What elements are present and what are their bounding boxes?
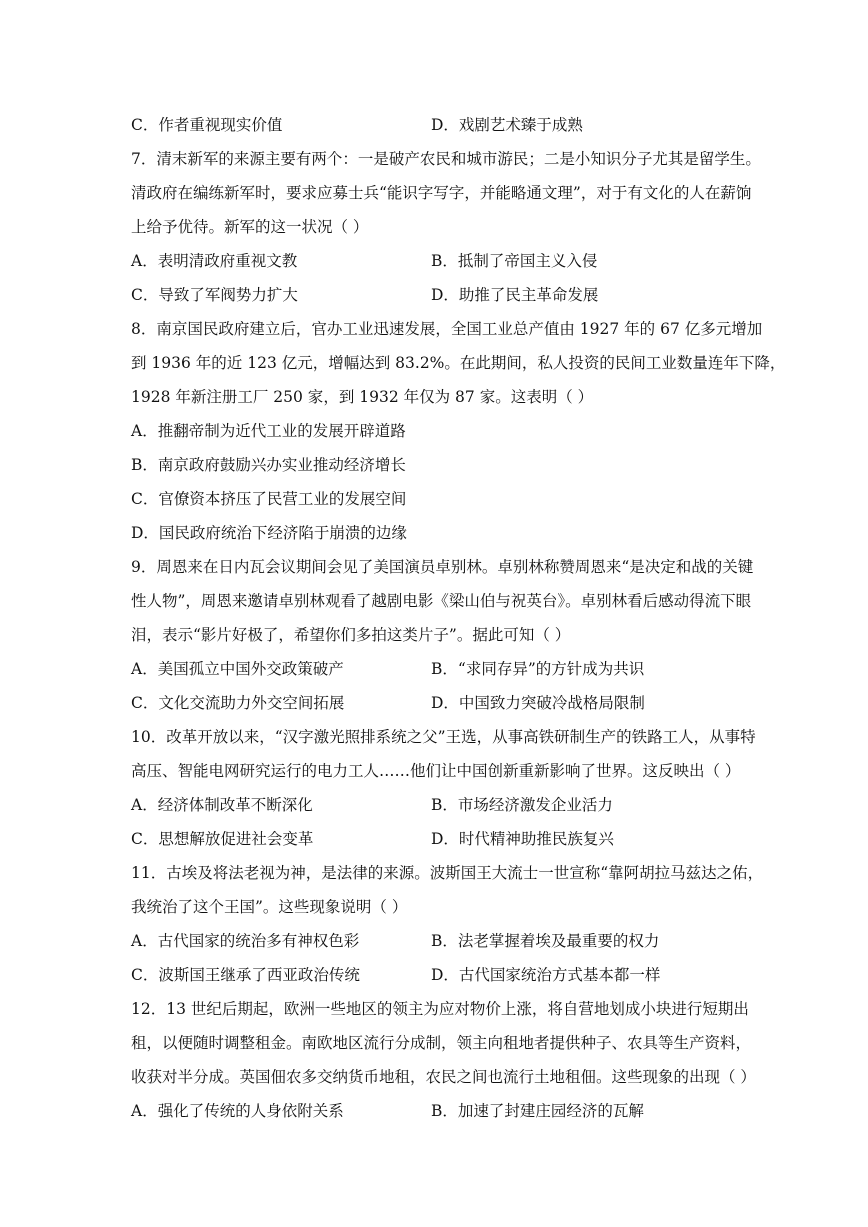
option-row <box>131 958 743 992</box>
question-stem-line: 收获对半分成。英国佃农多交纳货币地租，农民之间也流行土地租佃。这些现象的出现（ ） <box>131 1068 756 1086</box>
option-b: B．南京政府鼓励兴办实业推动经济增长 <box>131 456 406 474</box>
option-row <box>131 1094 743 1128</box>
option-a: A．强化了传统的人身依附关系 <box>131 1102 344 1120</box>
question-stem-line: 9．周恩来在日内瓦会议期间会见了美国演员卓别林。卓别林称赞周恩来“是决定和战的关键 <box>131 558 754 576</box>
question-11 <box>131 856 764 992</box>
option-d: D．时代精神助推民族复兴 <box>431 830 614 848</box>
option-c: C．思想解放促进社会变革 <box>131 830 314 848</box>
question-12 <box>131 992 756 1128</box>
option-row <box>131 924 743 958</box>
option-a: A．推翻帝制为近代工业的发展开辟道路 <box>131 422 406 440</box>
option-row <box>131 788 743 822</box>
option-d: D．中国致力突破冷战格局限制 <box>431 694 645 712</box>
option-d: D．助推了民主革命发展 <box>431 286 599 304</box>
question-stem-line: 11．古埃及将法老视为神，是法律的来源。波斯国王大流士一世宣称“靠阿胡拉马兹达之佑， <box>131 864 764 882</box>
question-stem-line: 性人物”，周恩来邀请卓别林观看了越剧电影《梁山伯与祝英台》。卓别林看后感动得流下眼 <box>131 592 752 610</box>
option-c: C．导致了军阀势力扩大 <box>131 286 298 304</box>
option-b: B．抵制了帝国主义入侵 <box>431 252 598 270</box>
exam-page <box>131 108 786 1128</box>
question-stem-line: 8．南京国民政府建立后，官办工业迅速发展，全国工业总产值由 1927 年的 67 亿多元增加 <box>131 320 763 338</box>
option-a: A．古代国家的统治多有神权色彩 <box>131 932 360 950</box>
option-row <box>131 244 743 278</box>
question-stem-line: 12．13 世纪后期起，欧洲一些地区的领主为应对物价上涨，将自营地划成小块进行短期出 <box>131 1000 749 1018</box>
option-d: D．古代国家统治方式基本都一样 <box>431 966 661 984</box>
option-row <box>131 108 743 142</box>
question-stem-line: 泪，表示“影片好极了，希望你们多拍这类片子”。据此可知（ ） <box>131 626 571 644</box>
option-d: D．戏剧艺术臻于成熟 <box>431 116 583 134</box>
option-c: C．文化交流助力外交空间拓展 <box>131 694 345 712</box>
question-stem-line: 7．清末新军的来源主要有两个：一是破产农民和城市游民；二是小知识分子尤其是留学生。 <box>131 150 761 168</box>
question-stem-line: 上给予优待。新军的这一状况（ ） <box>131 218 369 236</box>
question-9 <box>131 550 754 720</box>
option-c: C．作者重视现实价值 <box>131 116 283 134</box>
question-stem-line: 高压、智能电网研究运行的电力工人……他们让中国创新重新影响了世界。这反映出（ ） <box>131 762 741 780</box>
option-row <box>131 278 743 312</box>
option-b: B．加速了封建庄园经济的瓦解 <box>431 1102 644 1120</box>
option-a: A．表明清政府重视文教 <box>131 252 298 270</box>
option-c: C．官僚资本挤压了民营工业的发展空间 <box>131 490 407 508</box>
question-8 <box>131 312 786 550</box>
question-10 <box>131 720 756 856</box>
option-row <box>131 686 743 720</box>
option-b: B．法老掌握着埃及最重要的权力 <box>431 932 660 950</box>
question-stem-line: 10．改革开放以来，“汉字激光照排系统之父”王选，从事高铁研制生产的铁路工人，从事特 <box>131 728 756 746</box>
option-a: A．美国孤立中国外交政策破产 <box>131 660 344 678</box>
question-stem-line: 我统治了这个王国”。这些现象说明（ ） <box>131 898 408 916</box>
question-stem-line: 1928 年新注册工厂 250 家，到 1932 年仅为 87 家。这表明（ ） <box>131 388 594 406</box>
option-b: B．市场经济激发企业活力 <box>431 796 613 814</box>
option-a: A．经济体制改革不断深化 <box>131 796 313 814</box>
question-6 <box>131 108 743 142</box>
question-stem-line: 到 1936 年的近 123 亿元，增幅达到 83.2%。在此期间，私人投资的民间工业数量连年下降， <box>131 354 786 372</box>
option-d: D．国民政府统治下经济陷于崩溃的边缘 <box>131 524 407 542</box>
question-7 <box>131 142 761 312</box>
option-row <box>131 652 743 686</box>
option-row <box>131 822 743 856</box>
option-b: B．“求同存异”的方针成为共识 <box>431 660 645 678</box>
question-stem-line: 清政府在编练新军时，要求应募士兵“能识字写字，并能略通文理”，对于有文化的人在薪饷 <box>131 184 752 202</box>
option-c: C．波斯国王继承了西亚政治传统 <box>131 966 360 984</box>
question-stem-line: 租，以便随时调整租金。南欧地区流行分成制，领主向租地者提供种子、农具等生产资料， <box>131 1034 752 1052</box>
